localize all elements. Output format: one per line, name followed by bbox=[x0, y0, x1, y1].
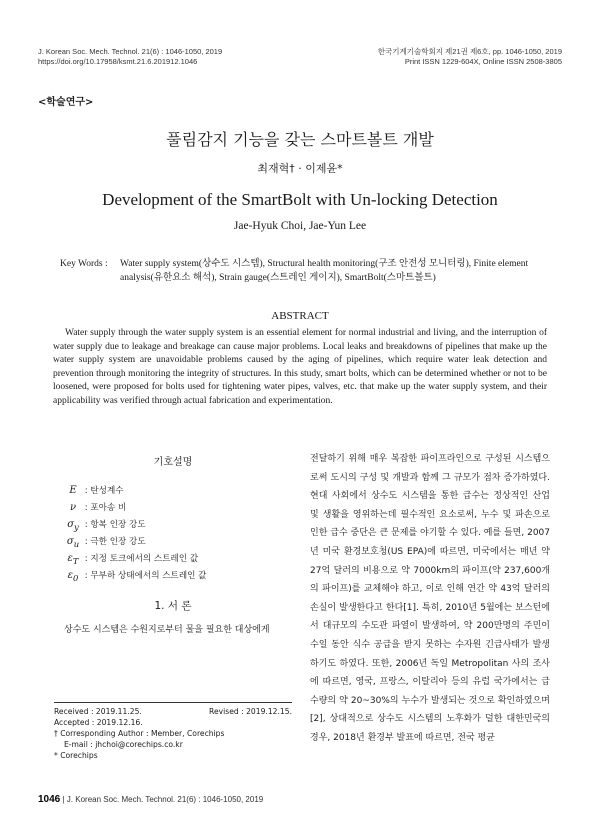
nomenclature-heading: 기호설명 bbox=[153, 457, 193, 468]
author-email[interactable]: E-mail : jhchoi@corechips.co.kr bbox=[64, 740, 183, 749]
journal-citation: J. Korean Soc. Mech. Technol. 21(6) : 1046-1050, 2019 bbox=[38, 47, 223, 56]
symbol-description: : 극한 인장 강도 bbox=[84, 537, 146, 547]
abstract-text: Water supply through the water supply system is an essential element for normal industrial and living, and the interruption of water supply due to leakage and breakage can cause major problems. Local leaks and breakdowns of pipelines that make up the water supply system are unavoidable problems caused by the aging of pipelines, which require water leak detection and prevention through monitoring the integrity of structures. In this study, smart bolts, which can be determined whether or not to be loosened, were proposed for bolts used for tightening water pipes, valves, etc. that make up the water supply system, and their applicability was verified through actual fabrication and experimentation. bbox=[53, 328, 547, 406]
footer-separator: | bbox=[62, 795, 67, 804]
running-header-left bbox=[38, 47, 222, 67]
keywords-label: Key Words : bbox=[60, 259, 108, 269]
accepted-date: Accepted : 2019.12.16. bbox=[54, 718, 143, 727]
nomenclature-item bbox=[64, 516, 292, 533]
symbol-description: : 무부하 상태에서의 스트레인 값 bbox=[84, 571, 207, 581]
nomenclature-item bbox=[64, 533, 292, 550]
keywords-block bbox=[60, 257, 550, 285]
author-affiliation: * Corechips bbox=[54, 751, 98, 760]
nomenclature-item bbox=[64, 567, 292, 584]
nomenclature-item bbox=[64, 499, 292, 516]
symbol: ε bbox=[67, 553, 73, 564]
symbol-description: : 항복 인장 강도 bbox=[84, 520, 146, 530]
symbol: σ bbox=[66, 536, 74, 547]
introduction-heading: 1. 서 론 bbox=[154, 600, 192, 612]
doi-link[interactable]: https://doi.org/10.17958/ksmt.21.6.201912.1046 bbox=[38, 57, 198, 66]
footnote-divider bbox=[54, 702, 292, 703]
symbol: E bbox=[69, 485, 77, 496]
symbol-subscript: T bbox=[72, 556, 79, 566]
nomenclature-item bbox=[64, 550, 292, 567]
symbol: ν bbox=[69, 502, 77, 513]
authors-english: Jae-Hyuk Choi, Jae-Yun Lee bbox=[233, 220, 367, 232]
left-column bbox=[54, 450, 292, 639]
received-date: Received : 2019.11.25. bbox=[54, 707, 142, 716]
keywords-text: Water supply system(상수도 시스템), Structural health monitoring(구조 안전성 모니터링), Finite element analysis(유한요소 해석), Strain gauge(스트레인 게이지), SmartBolt(스마트볼트) bbox=[120, 259, 529, 283]
introduction-text: 상수도 시스템은 수원지로부터 물을 필요한 대상에게 bbox=[64, 625, 270, 635]
revised-date: Revised : 2019.12.15. bbox=[209, 707, 292, 716]
symbol-subscript: 0 bbox=[73, 573, 79, 583]
symbol: σ bbox=[67, 519, 75, 530]
paper-title-korean: 풀림감지 기능을 갖는 스마트볼트 개발 bbox=[166, 130, 434, 149]
symbol-description: : 지정 토크에서의 스트레인 값 bbox=[84, 554, 199, 564]
page-number: 1046 bbox=[38, 794, 61, 805]
footnotes bbox=[54, 706, 292, 761]
issn-info: Print ISSN 1229-604X, Online ISSN 2508-3805 bbox=[404, 57, 562, 66]
right-column-text: 전달하기 위해 매우 복잡한 파이프라인으로 구성된 시스템으로써 도시의 구성 및 개발과 함께 그 규모가 점차 증가하였다. 현대 사회에서 상수도 시스템을 통한 급수는 정상적인 산업 및 생활을 영위하는데 필수적인 요소로써, 누수 및 파손으로 인한 급수 중단은 큰 문제를 야기할 수 있다. 예를 들면, 2007년 미국 환경보호청(US EPA)에 따르면, 미국에서는 매년 약 27억 달러의 비용으로 약 7000km의 파이프(약 237,600개의 파이프)를 교체해야 하고, 이로 인해 연간 약 43억 달러의 손실이 발생한다고 한다[1]. 특히, 2010년 5월에는 보스턴에서 대규모의 수도관 파열이 발생하여, 약 200만명의 주민이 수일 동안 식수 공급을 받지 못하는 수자원 긴급사태가 발생하기도 하였다. 또한, 2006년 독일 Metropolitan 사의 조사에 따르면, 영국, 프랑스, 이탈리아 등의 유럽 국가에서는 급수량의 약 20~30%의 누수가 발생되는 것으로 확인하였으며[2], 상대적으로 상수도 시스템의 노후화가 덜한 대한민국의 경우, 2018년 환경부 발표에 따르면, 전국 평균 bbox=[310, 454, 550, 743]
nomenclature-item bbox=[64, 482, 292, 499]
symbol-description: : 탄성계수 bbox=[84, 486, 124, 496]
footer-journal: J. Korean Soc. Mech. Technol. 21(6) : 1046-1050, 2019 bbox=[66, 795, 264, 804]
authors-korean: 최재혁† · 이제윤* bbox=[257, 162, 343, 175]
symbol-description: : 포아송 비 bbox=[84, 503, 127, 513]
abstract-heading: ABSTRACT bbox=[271, 310, 329, 322]
journal-citation-korean: 한국기계기술학회지 제21권 제6호, pp. 1046-1050, 2019 bbox=[377, 47, 562, 56]
paper-title-english: Development of the SmartBolt with Un-locking Detection bbox=[102, 190, 498, 209]
section-tag: <학술연구> bbox=[38, 97, 94, 108]
corresponding-author: † Corresponding Author : Member, Corechips bbox=[54, 729, 225, 738]
symbol-subscript: y bbox=[74, 522, 79, 532]
nomenclature-list bbox=[54, 482, 292, 584]
running-header-right bbox=[378, 47, 562, 67]
page-footer bbox=[38, 794, 263, 805]
symbol-subscript: u bbox=[73, 539, 80, 549]
symbol: ε bbox=[67, 570, 74, 581]
